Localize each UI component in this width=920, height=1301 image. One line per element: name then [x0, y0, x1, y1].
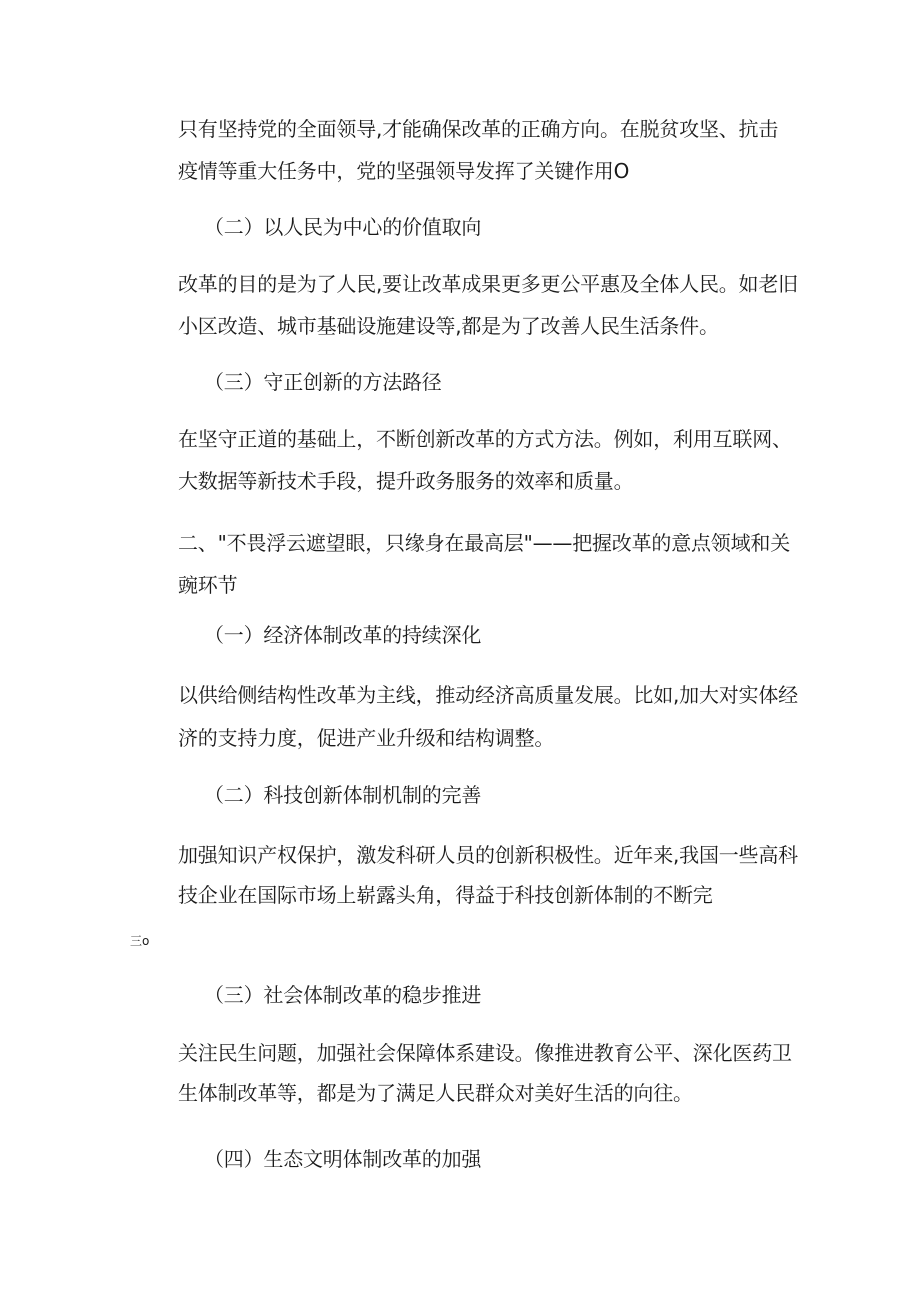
subheading: （三）社会体制改革的稳步推进 — [204, 983, 482, 1007]
subheading: （二）以人民为中心的价值取向 — [204, 215, 482, 239]
section-heading-line: 豌环节 — [178, 573, 238, 597]
paragraph-line: 大数据等新技术手段，提升政务服务的效率和质量。 — [178, 469, 634, 493]
subheading: （二）科技创新体制机制的完善 — [204, 783, 482, 807]
paragraph-line: 关注民生问题，加强社会保障体系建设。像推进教育公平、深化医药卫 — [178, 1041, 792, 1065]
paragraph-line: 技企业在国际市场上崭露头角，得益于科技创新体制的不断完 — [178, 883, 713, 907]
subheading: （四）生态文明体制改革的加强 — [204, 1147, 482, 1171]
section-heading-line: 二、"不畏浮云遮望眼，只缘身在最高层"——把握改革的意点领域和关 — [178, 531, 790, 555]
paragraph-line: 改革的目的是为了人民,要让改革成果更多更公平惠及全体人民。如老旧 — [178, 272, 798, 296]
text-fragment: 三o — [130, 934, 150, 948]
subheading: （一）经济体制改革的持续深化 — [204, 623, 482, 647]
paragraph-line: 以供给侧结构性改革为主线，推动经济高质量发展。比如,加大对实体经 — [178, 683, 798, 707]
paragraph-line: 小区改造、城市基础设施建设等,都是为了改善人民生活条件。 — [178, 314, 719, 338]
paragraph-line: 济的支持力度，促进产业升级和结构调整。 — [178, 726, 555, 750]
subheading: （三）守正创新的方法路径 — [204, 370, 442, 394]
paragraph-line: 疫情等重大任务中，党的坚强领导发挥了关键作用O — [178, 159, 630, 183]
paragraph-line: 生体制改革等，都是为了满足人民群众对美好生活的向往。 — [178, 1081, 693, 1105]
paragraph-line: 只有坚持党的全面领导,才能确保改革的正确方向。在脱贫攻坚、抗击 — [178, 117, 779, 141]
paragraph-line: 加强知识产权保护，激发科研人员的创新积极性。近年来,我国一些高科 — [178, 843, 798, 867]
paragraph-line: 在坚守正道的基础上，不断创新改革的方式方法。例如，利用互联网、 — [178, 427, 792, 451]
